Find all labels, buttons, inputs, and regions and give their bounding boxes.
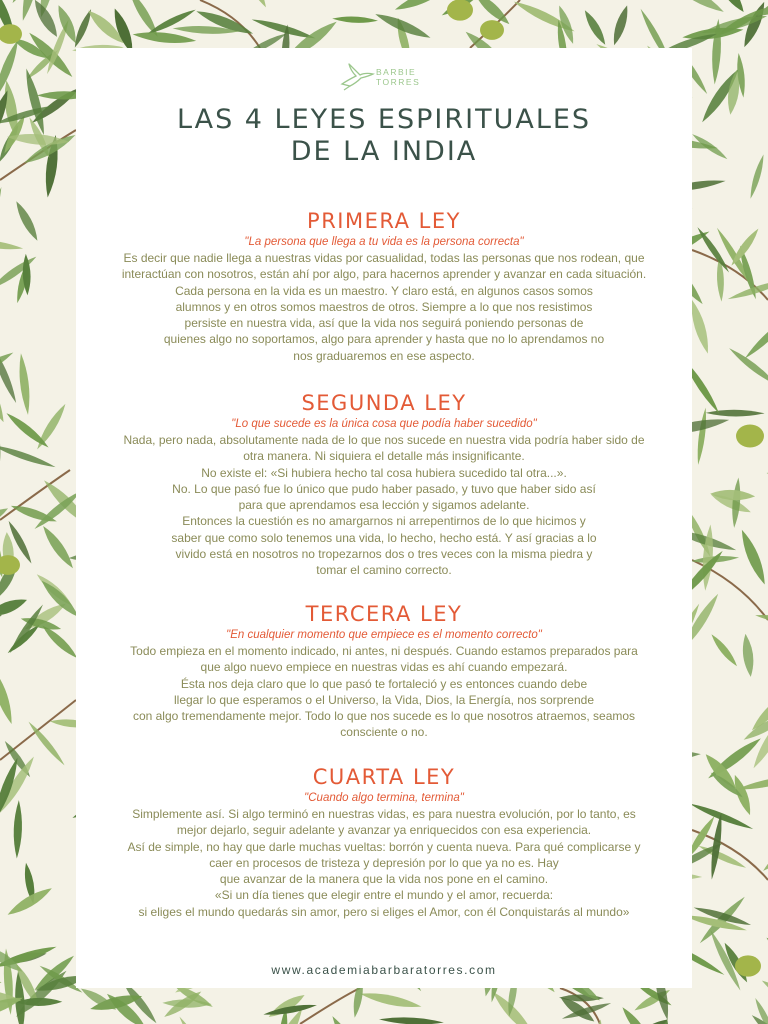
law-section-primera <box>76 208 692 364</box>
olive-leaf-icon <box>379 1016 444 1024</box>
olive-leaf-icon <box>4 410 51 451</box>
law-body-line: No. Lo que pasó fue lo único que pudo haber pasado, y tuvo que haber sido así <box>172 481 596 496</box>
olive-leaf-icon <box>709 632 740 668</box>
olive-leaf-icon <box>727 345 768 388</box>
law-body-line: Es decir que nadie llega a nuestras vidas por casualidad, todas las personas que nos rodean, que <box>123 251 645 265</box>
law-heading: CUARTA LEY <box>312 765 456 789</box>
law-body-line: que avanzar de la manera que la vida nos pone en el camino. <box>219 872 549 887</box>
olive-leaf-icon <box>737 528 768 587</box>
olive-leaf-icon <box>0 344 20 404</box>
olive-leaf-icon <box>610 4 632 47</box>
law-body <box>76 643 692 741</box>
law-body-line: vivido está en nosotros no tropezarnos dos o tres veces con la misma piedra y <box>175 547 593 562</box>
olive-leaf-icon <box>581 8 609 47</box>
law-heading: SEGUNDA LEY <box>301 391 467 415</box>
law-body-line: alumnos y en otros somos maestros de otros. Siempre a lo que nos resistimos <box>175 299 593 314</box>
brand-name-line1: BARBIE <box>376 67 417 77</box>
law-body-line: Cada persona en la vida es un maestro. Y claro está, en algunos casos somos <box>175 283 593 298</box>
law-body-line: para que aprendamos esa lección y sigamos adelante. <box>238 498 530 513</box>
law-heading: PRIMERA LEY <box>307 209 461 233</box>
olive-leaf-icon <box>748 154 767 200</box>
brand-name <box>376 67 420 87</box>
law-section-segunda <box>76 390 692 579</box>
law-body-line: Ésta nos deja claro que lo que pasó te fortaleció y es entonces cuando debe <box>180 676 588 691</box>
olive-leaf-icon <box>760 826 768 875</box>
law-body <box>76 806 692 920</box>
olive-fruit-icon <box>480 20 504 40</box>
hummingbird-icon <box>338 62 376 92</box>
olive-fruit-icon <box>447 0 473 21</box>
olive-leaf-icon <box>619 1005 654 1024</box>
law-body-line: Simplemente así. Si algo terminó en nuestras vidas, es para nuestra evolución, por lo tanto, es <box>132 807 636 821</box>
olive-leaf-icon <box>0 595 29 621</box>
olive-fruit-icon <box>735 955 761 976</box>
law-body <box>76 432 692 579</box>
law-body-line: «Si un día tienes que elegir entre el mundo y el amor, recuerda: <box>214 888 554 903</box>
olive-leaf-icon <box>39 523 77 571</box>
olive-leaf-icon <box>0 666 16 726</box>
title-line2: DE LA INDIA <box>290 136 478 167</box>
olive-leaf-icon <box>177 1015 214 1024</box>
law-body-line: caer en procesos de tristeza y depresión por lo que ya no es. Hay <box>209 855 559 870</box>
olive-leaf-icon <box>0 442 57 470</box>
law-body-line: otra manera. Ni siquiera el detalle más insignificante. <box>243 449 525 464</box>
law-body-line: quienes algo no soportamos, algo para aprender y hasta que no lo aprendamos no <box>163 332 605 347</box>
law-body-line: Todo empieza en el momento indicado, ni antes, ni después. Cuando estamos preparados para <box>130 644 638 658</box>
title-line1: LAS 4 LEYES ESPIRITUALES <box>176 104 592 135</box>
law-body-line: No existe el: «Si hubiera hecho tal cosa hubiera sucedido tal otra...». <box>201 465 567 480</box>
law-section-cuarta <box>76 764 692 920</box>
olive-leaf-icon <box>132 30 197 46</box>
olive-leaf-icon <box>12 199 41 243</box>
law-quote: "Lo que sucede es la única cosa que podía haber sucedido" <box>231 418 537 430</box>
law-body-line: que algo nuevo empiece en nuestras vidas es ahí cuando empezará. <box>200 660 568 675</box>
law-quote: "Cuando algo termina, termina" <box>304 792 464 804</box>
page-title <box>76 104 692 168</box>
law-body-line: Así de simple, no hay que darle muchas vueltas: borrón y cuenta nueva. Para qué complicarse y <box>127 839 641 854</box>
olive-leaf-icon <box>695 407 709 465</box>
law-heading: TERCERA LEY <box>305 602 463 626</box>
olive-leaf-icon <box>328 1013 373 1024</box>
law-body <box>76 250 692 364</box>
law-body-line: nos graduaremos en ese aspecto. <box>293 348 475 363</box>
olive-leaf-icon <box>705 409 764 416</box>
law-body-line: llegar lo que esperamos o el Universo, la Vida, Dios, la Energía, nos sorprende <box>173 692 594 707</box>
law-body-line: mejor dejarlo, seguir adelante y avanzar ya enriquecidos con esa experiencia. <box>176 823 592 838</box>
olive-leaf-icon <box>238 0 270 9</box>
olive-fruit-icon <box>736 425 764 448</box>
law-quote: "En cualquier momento que empiece es el momento correcto" <box>226 629 542 641</box>
law-body-line: saber que como solo tenemos una vida, lo hecho, hecho está. Y así gracias a lo <box>171 530 597 545</box>
olive-leaf-icon <box>34 402 69 452</box>
olive-leaf-icon <box>695 225 732 274</box>
law-body-line: persiste en nuestra vida, así que la vida nos seguirá poniendo personas de <box>184 316 584 331</box>
olive-leaf-icon <box>0 975 2 987</box>
olive-leaf-icon <box>763 934 768 982</box>
law-body-line: tomar el camino correcto. <box>316 563 452 578</box>
olive-leaf-icon <box>742 313 768 361</box>
olive-leaf-icon <box>332 16 378 24</box>
olive-leaf-icon <box>13 800 23 859</box>
olive-leaf-icon <box>393 0 450 14</box>
olive-leaf-icon <box>359 989 422 1011</box>
brand-name-line2: TORRES <box>376 77 421 87</box>
olive-leaf-icon <box>730 773 754 817</box>
olive-leaf-icon <box>0 237 24 252</box>
brand-logo <box>338 62 438 92</box>
law-section-tercera <box>76 601 692 741</box>
law-body-line: Nada, pero nada, absolutamente nada de lo que nos sucede en nuestra vida podría haber sido de <box>123 433 645 447</box>
olive-leaf-icon <box>665 0 726 16</box>
law-quote: "La persona que llega a tu vida es la persona correcta" <box>244 236 524 248</box>
olive-leaf-icon <box>17 353 32 416</box>
olive-leaf-icon <box>741 633 756 677</box>
olive-fruit-icon <box>0 555 20 575</box>
law-body-line: interactúan con nosotros, están ahí por algo, para hacernos aprender y avanzar en cada situación. <box>121 267 647 282</box>
law-body-line: si eliges el mundo quedarás sin amor, pero si eliges el Amor, con él Conquistarás al mundo» <box>138 904 630 919</box>
website-link[interactable]: www.academiabarbaratorres.com <box>271 963 497 977</box>
law-body-line: Entonces la cuestión es no amargarnos ni arrepentirnos de lo que hicimos y <box>182 514 586 529</box>
content-card <box>76 48 692 988</box>
law-body-line: con algo tremendamente mejor. Todo lo que nos sucede es lo que nosotros atraemos, seamos <box>132 709 636 724</box>
olive-leaf-icon <box>755 612 768 629</box>
law-body-line: consciente o no. <box>340 725 428 740</box>
